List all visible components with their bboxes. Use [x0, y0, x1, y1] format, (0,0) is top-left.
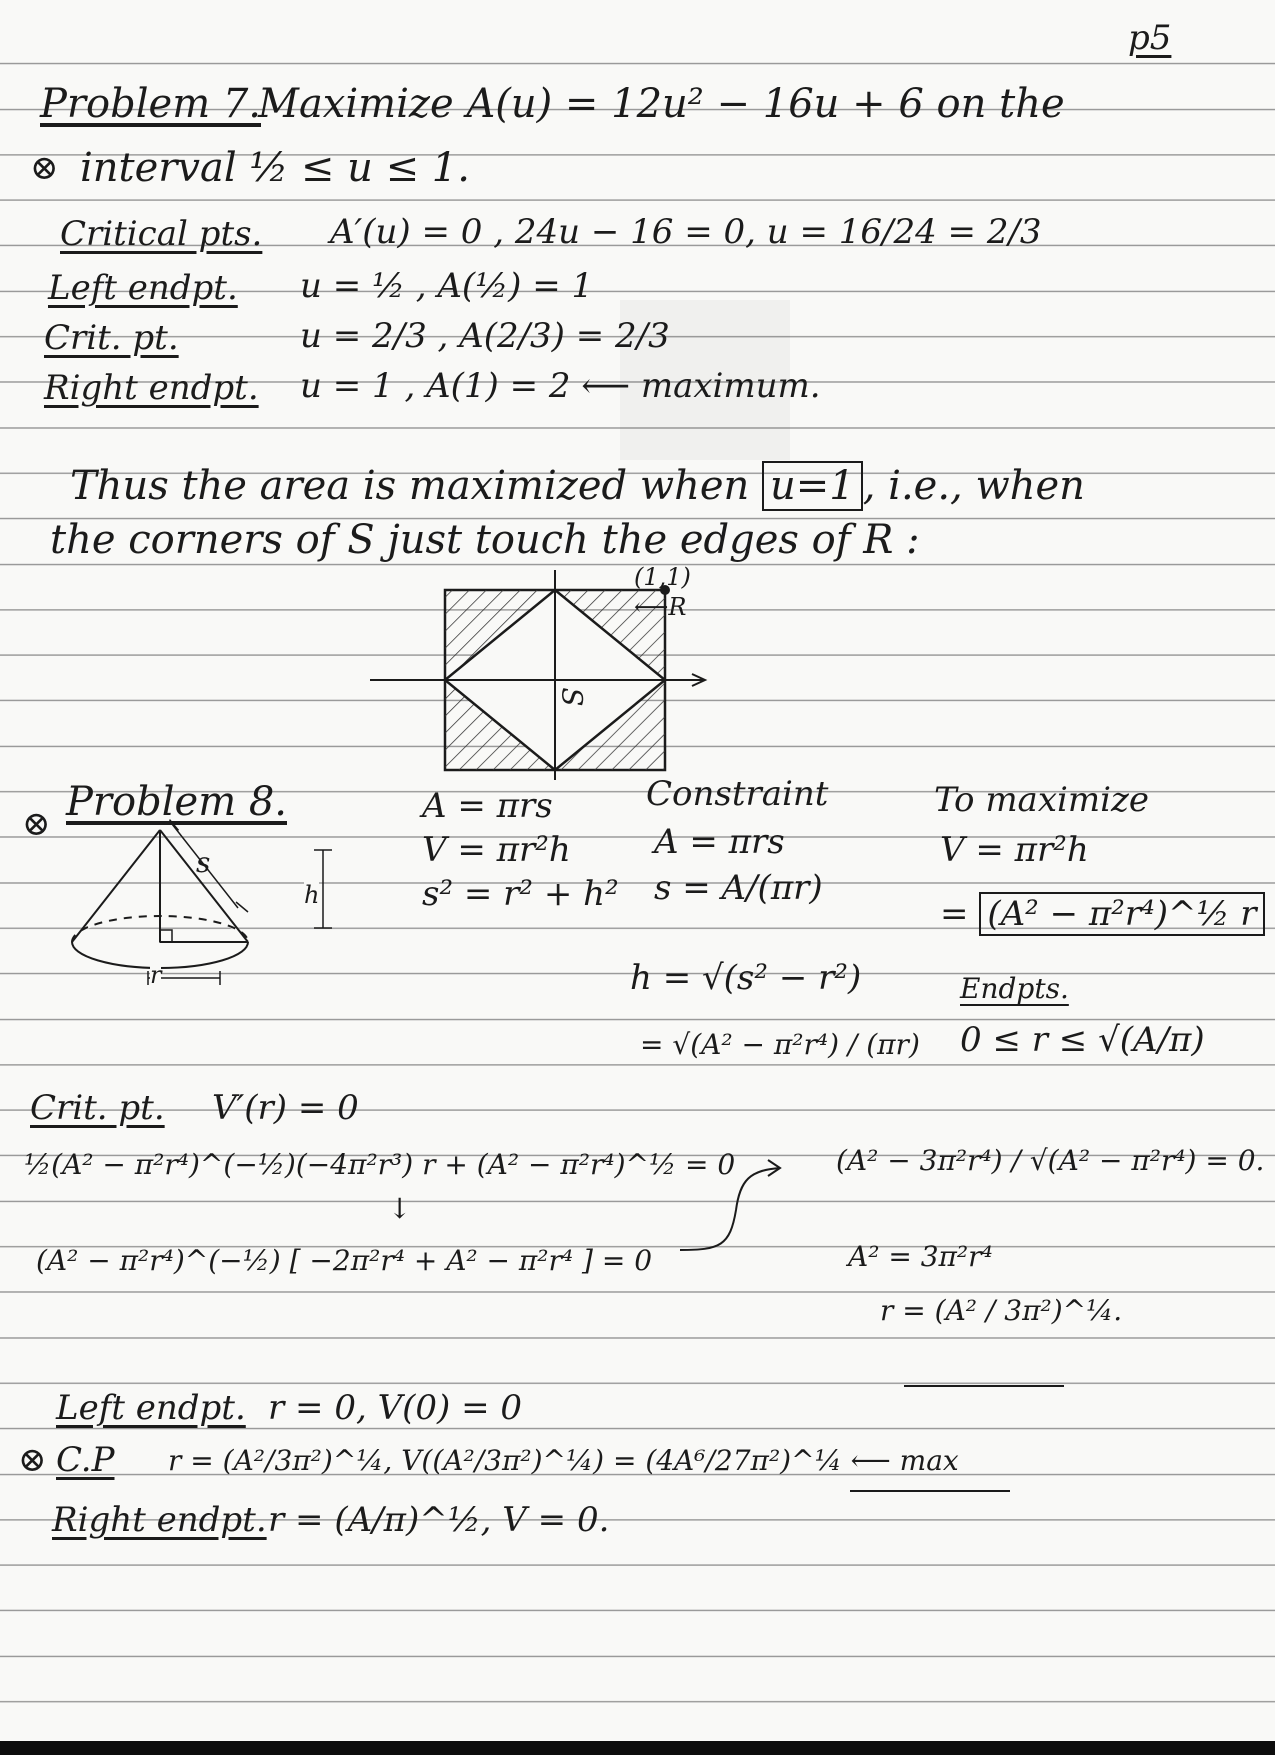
problem8-heading: Problem 8. — [66, 779, 287, 825]
summary-cp-marker: ⊗ — [18, 1440, 47, 1480]
curved-arrow — [680, 1150, 800, 1260]
conclusion-line2: the corners of S just touch the edges of R : — [50, 517, 920, 563]
summary-cp-label: C.P — [56, 1440, 115, 1480]
summary-left-text: r = 0, V(0) = 0 — [268, 1388, 523, 1428]
cone-h-label: h — [304, 881, 320, 909]
maximize-line2: = (A² − π²r⁴)^½ r — [940, 894, 1265, 934]
underline-max — [850, 1490, 1010, 1492]
constraint-line3: h = √(s² − r²) — [630, 958, 862, 998]
row-right-endpt-label: Right endpt. — [44, 368, 259, 408]
summary-right-label: Right endpt. — [52, 1500, 267, 1540]
underline-result — [904, 1385, 1064, 1387]
endpts-title: Endpts. — [960, 972, 1069, 1005]
formula-volume: V = πr²h — [422, 830, 571, 870]
crit-line2: (A² − π²r⁴)^(−½) [ −2π²r⁴ + A² − π²r⁴ ] = 0 — [36, 1244, 653, 1277]
region-r-label: ⟵R — [634, 593, 687, 621]
crit-line1: ½(A² − π²r⁴)^(−½)(−4π²r³) r + (A² − π²r⁴)^½ = 0 — [24, 1148, 736, 1181]
row-right-endpt-text: u = 1 , A(1) = 2 ⟵ maximum. — [300, 366, 821, 406]
row-critical-label: Critical pts. — [60, 214, 263, 254]
constraint-line2: s = A/(πr) — [654, 868, 823, 908]
page-number: p5 — [1128, 18, 1172, 58]
crit-eq0: V′(r) = 0 — [212, 1088, 359, 1128]
row-crit-pt-text: u = 2/3 , A(2/3) = 2/3 — [300, 316, 670, 356]
scan-bottom-edge — [0, 1741, 1275, 1755]
problem7-statement-line2: interval ½ ≤ u ≤ 1. — [80, 145, 470, 191]
formula-slant: s² = r² + h² — [422, 874, 619, 914]
maximize-title: To maximize — [934, 780, 1150, 820]
row-left-endpt-text: u = ½ , A(½) = 1 — [300, 266, 594, 306]
crit-right2: A² = 3π²r⁴ — [848, 1240, 993, 1273]
row-crit-pt-label: Crit. pt. — [44, 318, 179, 358]
crit-title: Crit. pt. — [30, 1088, 165, 1128]
problem7-statement-line1: Maximize A(u) = 12u² − 16u + 6 on the — [258, 81, 1065, 127]
summary-cp-text: r = (A²/3π²)^¼, V((A²/3π²)^¼) = (4A⁶/27π²)^¼ ⟵ max — [168, 1444, 959, 1477]
summary-left-label: Left endpt. — [56, 1388, 246, 1428]
row-left-endpt-label: Left endpt. — [48, 268, 238, 308]
summary-right-text: r = (A/π)^½, V = 0. — [268, 1500, 610, 1540]
crit-right3: r = (A² / 3π²)^¼. — [880, 1294, 1123, 1327]
crit-right1: (A² − 3π²r⁴) / √(A² − π²r⁴) = 0. — [836, 1144, 1265, 1177]
region-s-label: S — [555, 687, 589, 707]
constraint-line4: = √(A² − π²r⁴) / (πr) — [640, 1028, 920, 1061]
cone-r-label: r — [150, 961, 162, 989]
row-critical-text: A′(u) = 0 , 24u − 16 = 0, u = 16/24 = 2/3 — [330, 212, 1042, 252]
crit-arrow-down: ↓ — [388, 1192, 412, 1225]
maximize-boxed: (A² − π²r⁴)^½ r — [979, 892, 1264, 936]
cone-s-label: s — [196, 846, 211, 879]
formula-area: A = πrs — [422, 786, 553, 826]
problem7-marker: ⊗ — [30, 148, 59, 188]
constraint-title: Constraint — [646, 774, 829, 814]
constraint-line1: A = πrs — [654, 822, 785, 862]
problem8-marker: ⊗ — [22, 804, 51, 844]
conclusion-line1: Thus the area is maximized when u=1 , i.e., when — [70, 463, 1085, 509]
maximize-line1: V = πr²h — [940, 830, 1089, 870]
endpts-range: 0 ≤ r ≤ √(A/π) — [960, 1020, 1205, 1060]
point-label: (1,1) — [634, 563, 691, 591]
boxed-answer: u=1 — [762, 461, 863, 511]
problem7-heading: Problem 7. — [40, 81, 261, 127]
